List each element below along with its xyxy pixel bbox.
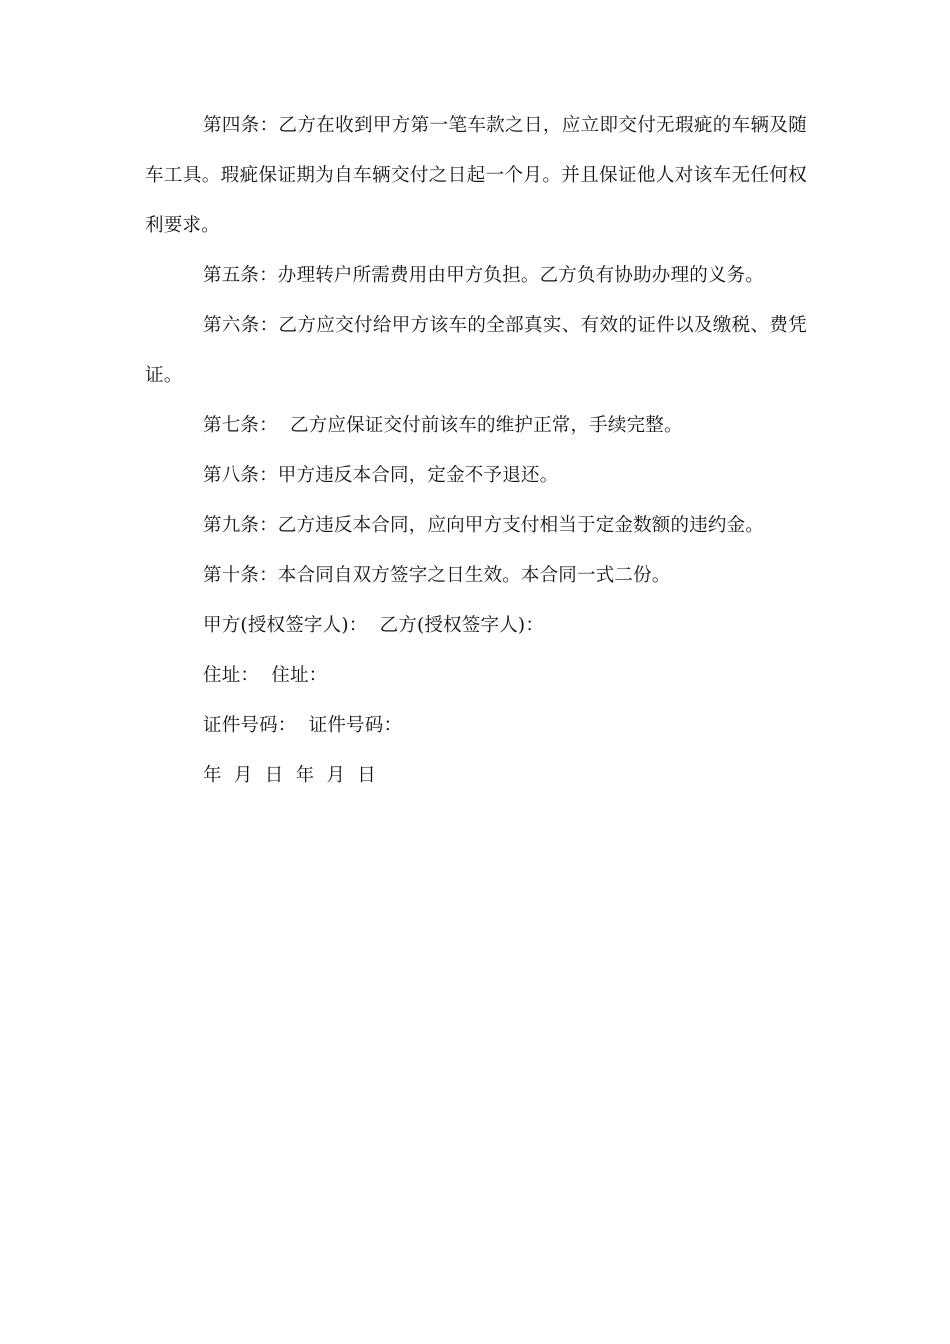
- clause-5: 第五条：办理转户所需费用由甲方负担。乙方负有协助办理的义务。: [203, 265, 765, 286]
- clause-10: 第十条：本合同自双方签字之日生效。本合同一式二份。: [203, 565, 671, 586]
- clause-6: 第六条：乙方应交付给甲方该车的全部真实、有效的证件以及缴税、费凭证。: [145, 315, 807, 386]
- contract-body: [145, 101, 807, 801]
- address-line: 住址： 住址：: [203, 665, 328, 686]
- date-line: 年 月 日 年 月 日: [203, 765, 377, 786]
- id-number-line: 证件号码： 证件号码：: [203, 715, 403, 736]
- clause-8: 第八条：甲方违反本合同，定金不予退还。: [203, 465, 559, 486]
- signatory-line: 甲方(授权签字人)： 乙方(授权签字人)：: [203, 615, 545, 636]
- clause-4: 第四条：乙方在收到甲方第一笔车款之日，应立即交付无瑕疵的车辆及随车工具。瑕疵保证期为自车辆交付之日起一个月。并且保证他人对该车无任何权利要求。: [145, 115, 807, 236]
- clause-7: 第七条： 乙方应保证交付前该车的维护正常，手续完整。: [203, 415, 683, 436]
- clause-9: 第九条：乙方违反本合同，应向甲方支付相当于定金数额的违约金。: [203, 515, 765, 536]
